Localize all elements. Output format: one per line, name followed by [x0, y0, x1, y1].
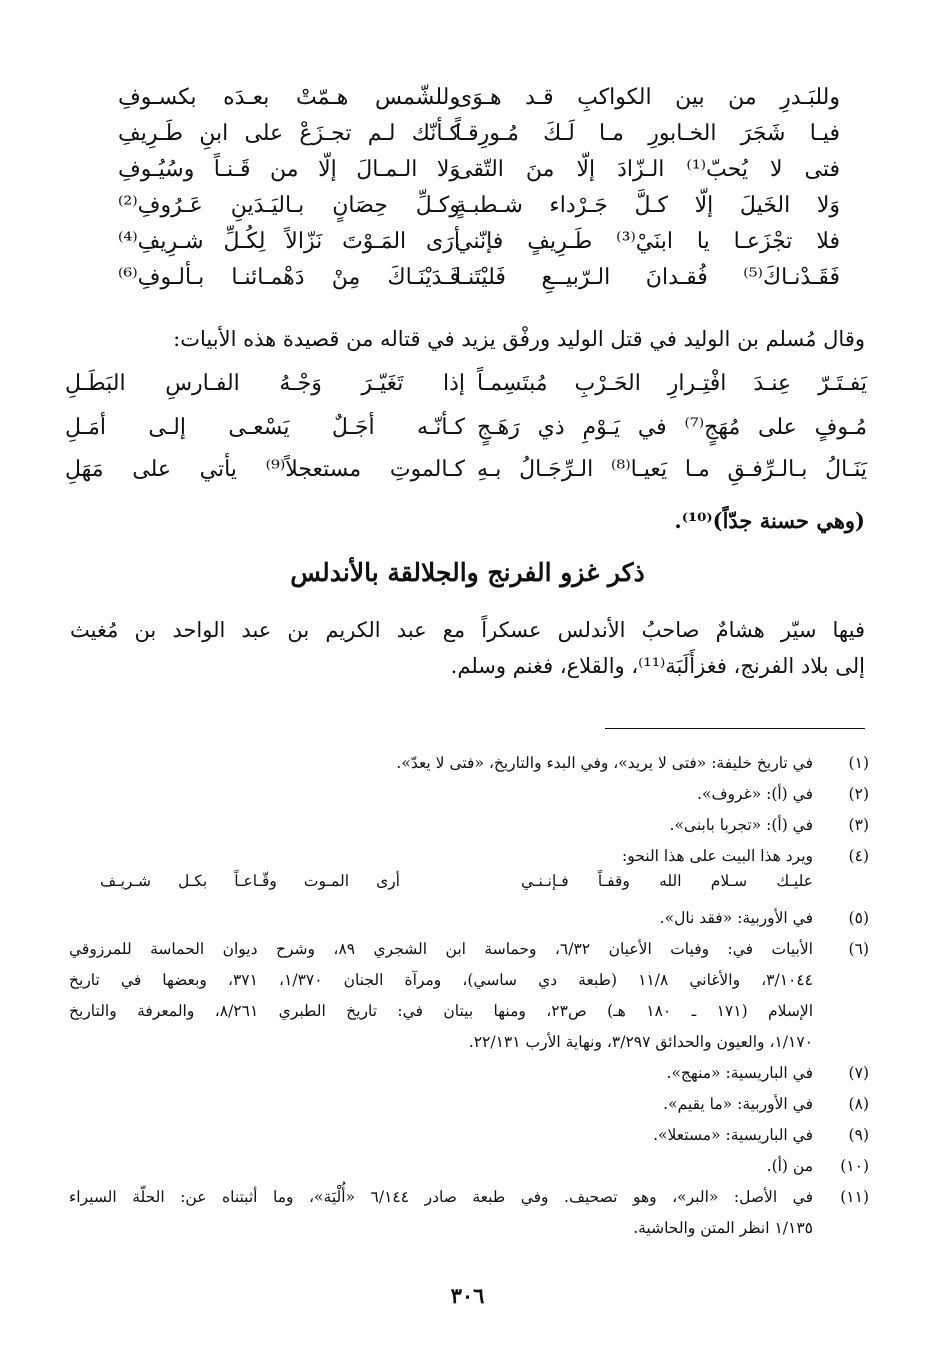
footnote-number: (٩): [848, 1126, 869, 1144]
verse-hemistich-left: كـأنّك لـم تجـزَعْ على ابنِ طَـرِيفِ: [118, 121, 460, 146]
footnote-verse-left: أرى المـوت وقّـاعـاً بكـل شـريـف: [100, 872, 400, 890]
footnote-number: (٨): [848, 1095, 869, 1113]
verse-hemistich-left: وكـلِّ حِصَانٍ بـاليَـدَينِ عَـرُوفِ⁽²⁾: [118, 193, 460, 218]
verse-hemistich-right: وَلا الخَيلَ إلّا كـلَّ جَـرْداء شـطبـةٍ: [455, 193, 840, 218]
footnote-number: (١٠): [840, 1157, 869, 1175]
footnote-number: (١١): [840, 1188, 869, 1206]
verse-hemistich-right: مُـوفٍ على مُهَجٍ⁽⁷⁾ في يَـوْمِ ذي رَهَـجٍ: [477, 415, 867, 440]
footnote-number: (٦): [848, 940, 869, 958]
verse-hemistich-left: إذا تَغَيّـرَ وَجْـهُ الفـارسِ البَطَـلِ: [65, 371, 465, 396]
footnote-number: (١): [848, 754, 869, 772]
footnote-text-line: ١/١٧٠، والعيون والحدائق ٣/٢٩٧، ونهاية الأرب ٢٢/١٣١.: [468, 1033, 813, 1051]
note-line: (وهي حسنة جدّاً)⁽¹⁰⁾.: [674, 508, 865, 533]
verse-hemistich-right: فيـا شَجَرَ الخـابورِ مـا لَـكَ مُـورِقـاً: [455, 121, 840, 146]
footnote-text: في الأوربية: «ما يقيم».: [663, 1095, 813, 1113]
footnote-text: في الباريسية: «منهج».: [666, 1064, 813, 1082]
footnote-text: في الأوربية: «فقد نال».: [659, 909, 813, 927]
verse-hemistich-left: كـالموتِ مستعجلاً⁽⁹⁾ يأتي على مَهَلِ: [65, 457, 465, 482]
footnote-number: (٣): [848, 816, 869, 834]
verse-hemistich-right: فَقَـدْنـاكَ⁽⁵⁾ فُقـدانَ الـرّبيــعِ فَليْتَنـا: [455, 265, 840, 290]
verse-hemistich-left: وللشّمس هـمّتْ بعـدَه بكسـوفِ: [118, 85, 460, 110]
footnote-text-line: ١/١٣٥ انظر المتن والحاشية.: [633, 1219, 813, 1237]
poem-intro: وقال مُسلم بن الوليد في قتل الوليد ورفْق يزيد في قتاله من قصيدة هذه الأبيات:: [173, 327, 865, 351]
verse-hemistich-left: كـأنّـه أجَـلٌ يَسْعـى إلـى أمَـلِ: [65, 415, 465, 440]
verse-hemistich-right: فلا تجْزَعـا يا ابنَيْ⁽³⁾ طَـرِيفٍ فإنّني: [455, 229, 840, 254]
footnote-number: (٤): [848, 847, 869, 865]
page-number: ٣٠٦: [450, 1283, 485, 1308]
paragraph-line: فيها سيّر هشامٌ صاحبُ الأندلس عسكراً مع عبد الكريم بن عبد الواحد بن مُغيث: [70, 618, 865, 642]
footnote-number: (٢): [848, 785, 869, 803]
footnote-number: (٧): [848, 1064, 869, 1082]
footnote-text-line: في الأصل: «البر»، وهو تصحيف. وفي طبعة صادر ٦/١٤٤ «أُلْيَة»، وما أثبتناه عن: الحلّة السيراء: [69, 1188, 813, 1206]
footnote-text-line: ٣/١٠٤٤، والأغاني ١١/٨ (طبعة دي ساسي)، ومرآة الجنان ١/٣٧٠، ٣٧١، وبعضها في تاريخ: [69, 971, 813, 989]
footnote: [69, 748, 869, 772]
footnote-text: ويرد هذا البيت على هذا النحو:: [622, 847, 813, 865]
footnote-text: في (أ): «تجربا بابنى».: [669, 816, 813, 834]
footnote-text: في الباريسية: «مستعلا».: [653, 1126, 813, 1144]
footnote-text-line: الإسلام (١٧١ ـ ١٨٠ هـ) ص٢٣، ومنها بيتان في: تاريخ الطبري ٨/٢٦١، والمعرفة والتاريخ: [69, 1002, 814, 1020]
paragraph-line: إلى بلاد الفرنج، فغزأَلَبَة⁽¹¹⁾، والقلاع، فغنم وسلم.: [450, 654, 865, 678]
verse-hemistich-right: فتى لا يُحبّ⁽¹⁾ الـزّادَ إلّا منَ التّقى: [455, 157, 841, 182]
verse-hemistich-right: وللبَـدرِ من بين الكواكبِ قـد هـوَى: [455, 85, 840, 110]
footnote-text: في تاريخ خليفة: «فتى لا يريد»، وفي البدء والتاريخ، «فتى لا يعدّ».: [396, 754, 813, 772]
footnote-divider: [605, 728, 865, 729]
section-heading: ذكر غزو الفرنج والجلالقة بالأندلس: [290, 558, 645, 587]
footnote-text: في (أ): «غروف».: [697, 785, 813, 803]
footnote-verse-right: عليـك سـلام الله وقفـاً فـإنـنـي: [521, 872, 813, 890]
footnote-text-line: الأبيات في: وفيات الأعيان ٦/٣٢، وحماسة ابن الشجري ٨٩، وشرح ديوان الحماسة للمرزوقي: [69, 940, 813, 958]
verse-hemistich-right: يَنَـالُ بـالـرِّفـقِ مـا يَعيـا⁽⁸⁾ الـرِّجَـالُ بـهِ: [477, 457, 867, 482]
footnote-number: (٥): [848, 909, 869, 927]
footnote-text-block: [69, 934, 813, 1058]
verse-hemistich-left: فَـدَيْنَـاكَ مِنْ دَهْمـائنـا بـألـوفِ⁽⁶⁾: [118, 265, 460, 290]
footnote-text: من (أ).: [766, 1157, 813, 1175]
footnote-text-block: [69, 1182, 813, 1244]
verse-hemistich-right: يَفـتَـرّ عِنـدَ افْتِـرارِ الحَـرْبِ مُبتَسِمـاً: [477, 371, 867, 396]
verse-hemistich-left: وَلا الـمـالَ إلّا من قَـنـاً وسُيُـوفِ: [118, 157, 460, 182]
verse-hemistich-left: أرَى المَـوْتَ نَزّالاً لِكُـلِّ شـرِيفِ⁽⁴⁾: [118, 229, 460, 254]
